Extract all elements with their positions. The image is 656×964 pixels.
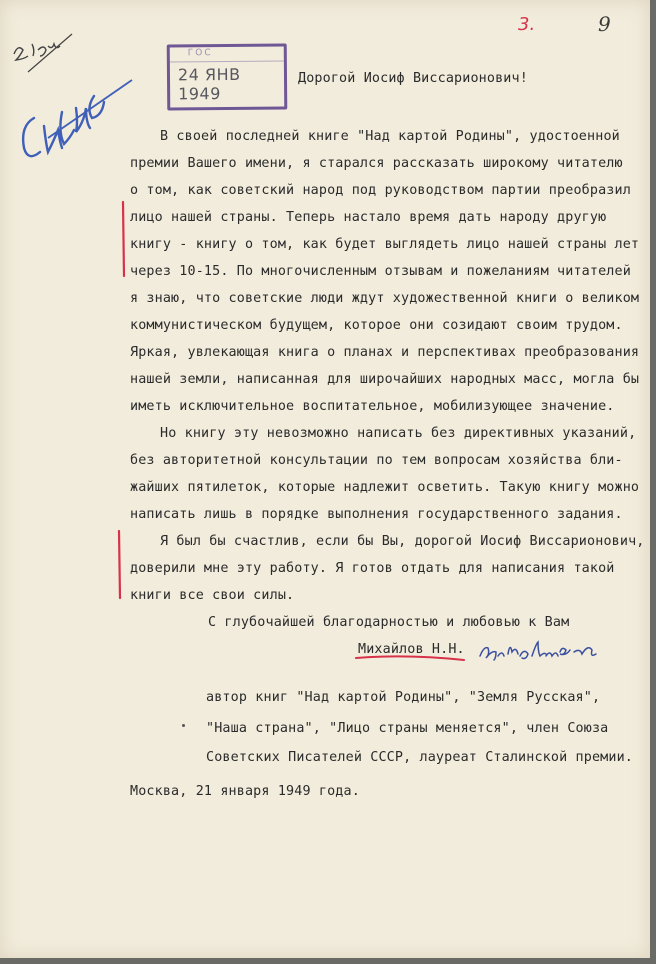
- body-line: написать лишь в порядке выполнения государственного задания.: [130, 507, 623, 522]
- body-line: о том, как советский народ под руководством партии преобразил: [130, 183, 631, 198]
- body-line: нашей земли, написанная для широчайших народных масс, могла бы: [130, 372, 640, 387]
- body-line: В своей последней книге "Над картой Родины", удостоенной: [160, 129, 620, 144]
- body-line: книги все свои силы.: [130, 588, 295, 603]
- credentials-line: автор книг "Над картой Родины", "Земля Русская",: [206, 690, 601, 705]
- red-pencil-number: 3.: [518, 14, 536, 35]
- body-line: Но книгу эту невозможно написать без директивных указаний,: [160, 426, 637, 441]
- red-margin-mark-upper: [123, 202, 124, 276]
- body-line: Яркая, увлекающая книга о планах и перспективах преобразования: [130, 345, 640, 360]
- closing-line: С глубочайшей благодарностью и любовью к Вам: [208, 615, 570, 630]
- red-margin-mark-lower: [119, 531, 120, 598]
- place-and-date: Москва, 21 января 1949 года.: [130, 784, 360, 799]
- stamp-divider: [170, 61, 284, 63]
- body-line: доверили мне эту работу. Я готов отдать для написания такой: [130, 561, 615, 576]
- stamp-header-faint: ГОС: [187, 48, 213, 59]
- body-line: лицо нашей страны. Теперь настало время дать народу другую: [130, 210, 607, 225]
- signatory-name: Михайлов Н.Н.: [358, 642, 465, 657]
- stamp-date: 24 ЯНВ 1949: [177, 64, 241, 104]
- page-number: 9: [598, 12, 611, 36]
- body-line: через 10-15. По многочисленным отзывам и пожеланиям читателей: [130, 264, 631, 279]
- body-line: премии Вашего имени, я старался рассказать широкому читателю: [130, 156, 623, 171]
- body-line: я знаю, что советские люди ждут художественной книги о великом: [130, 291, 640, 306]
- received-date-stamp: [167, 43, 288, 110]
- body-line: книгу - книгу о том, как будет выглядеть лицо нашей страны лет: [130, 237, 640, 252]
- body-line: иметь исключительное воспитательное, мобилизующее значение.: [130, 399, 615, 414]
- salutation: Дорогой Иосиф Виссарионович!: [298, 71, 528, 86]
- credentials-line: Советских Писателей СССР, лауреат Сталинской премии.: [206, 750, 634, 765]
- body-line: коммунистическом будущем, которое они созидают своим трудом.: [130, 318, 623, 333]
- margin-dot: [182, 724, 185, 727]
- body-line: Я был бы счастлив, если бы Вы, дорогой Иосиф Виссарионович,: [160, 534, 645, 549]
- credentials-line: "Наша страна", "Лицо страны меняется", член Союза: [206, 721, 609, 736]
- body-line: жайших пятилеток, которые надлежит осветить. Такую книгу можно: [130, 480, 640, 495]
- body-line: без авторитетной консультации по тем вопросам хозяйства бли-: [130, 453, 623, 468]
